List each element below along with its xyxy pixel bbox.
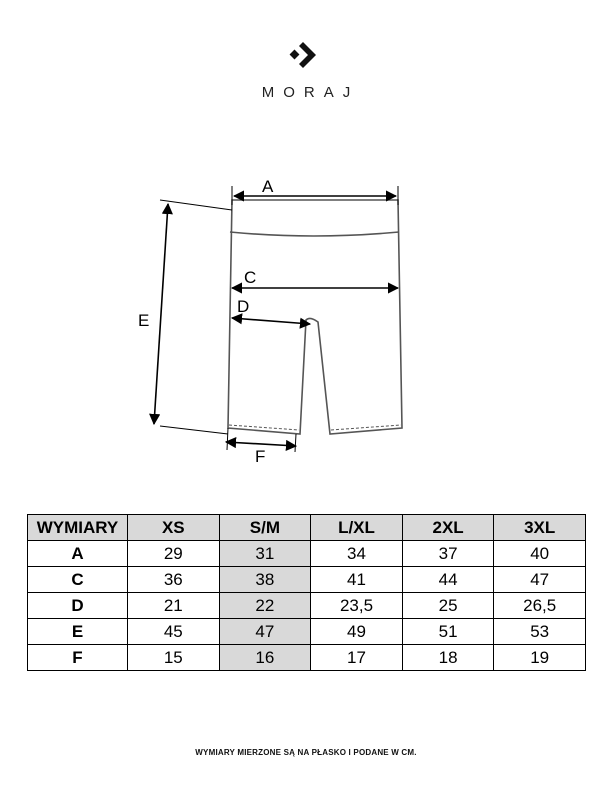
measure-e-line [154, 204, 168, 424]
table-row [28, 567, 586, 593]
table-cell: 47 [219, 619, 311, 645]
corner-header: WYMIARY [28, 515, 128, 541]
row-label: E [28, 619, 128, 645]
size-header: 2XL [402, 515, 494, 541]
row-label: A [28, 541, 128, 567]
measure-f-label: F [255, 447, 266, 466]
table-cell: 16 [219, 645, 311, 671]
table-cell: 15 [128, 645, 220, 671]
size-header: XS [128, 515, 220, 541]
shorts-outline [228, 200, 402, 434]
measure-f-line [226, 442, 296, 446]
row-label: C [28, 567, 128, 593]
table-cell: 53 [494, 619, 586, 645]
size-table [27, 514, 586, 671]
table-cell: 37 [402, 541, 494, 567]
table-cell: 51 [402, 619, 494, 645]
brand-name: MORAJ [261, 84, 360, 101]
table-cell: 22 [219, 593, 311, 619]
measure-c-label: C [244, 268, 257, 287]
table-cell: 26,5 [494, 593, 586, 619]
size-table-header [28, 515, 586, 541]
table-cell: 31 [219, 541, 311, 567]
table-cell: 41 [311, 567, 403, 593]
table-cell: 36 [128, 567, 220, 593]
table-cell: 40 [494, 541, 586, 567]
measure-d-line [232, 318, 310, 324]
table-row [28, 593, 586, 619]
measure-d-label: D [237, 297, 250, 316]
table-cell: 18 [402, 645, 494, 671]
row-label: D [28, 593, 128, 619]
size-header: 3XL [494, 515, 586, 541]
table-row [28, 541, 586, 567]
table-cell: 47 [494, 567, 586, 593]
row-label: F [28, 645, 128, 671]
measure-e-label: E [138, 311, 150, 330]
size-header: L/XL [311, 515, 403, 541]
table-row [28, 645, 586, 671]
table-cell: 49 [311, 619, 403, 645]
table-cell: 44 [402, 567, 494, 593]
table-cell: 34 [311, 541, 403, 567]
table-row [28, 619, 586, 645]
table-cell: 21 [128, 593, 220, 619]
table-cell: 17 [311, 645, 403, 671]
table-cell: 23,5 [311, 593, 403, 619]
table-cell: 29 [128, 541, 220, 567]
table-cell: 38 [219, 567, 311, 593]
table-cell: 25 [402, 593, 494, 619]
size-header: S/M [219, 515, 311, 541]
measure-a-label: A [262, 177, 274, 196]
table-cell: 45 [128, 619, 220, 645]
measurement-footnote: WYMIARY MIERZONE SĄ NA PŁASKO I PODANE W CM. [195, 748, 417, 757]
table-cell: 19 [494, 645, 586, 671]
